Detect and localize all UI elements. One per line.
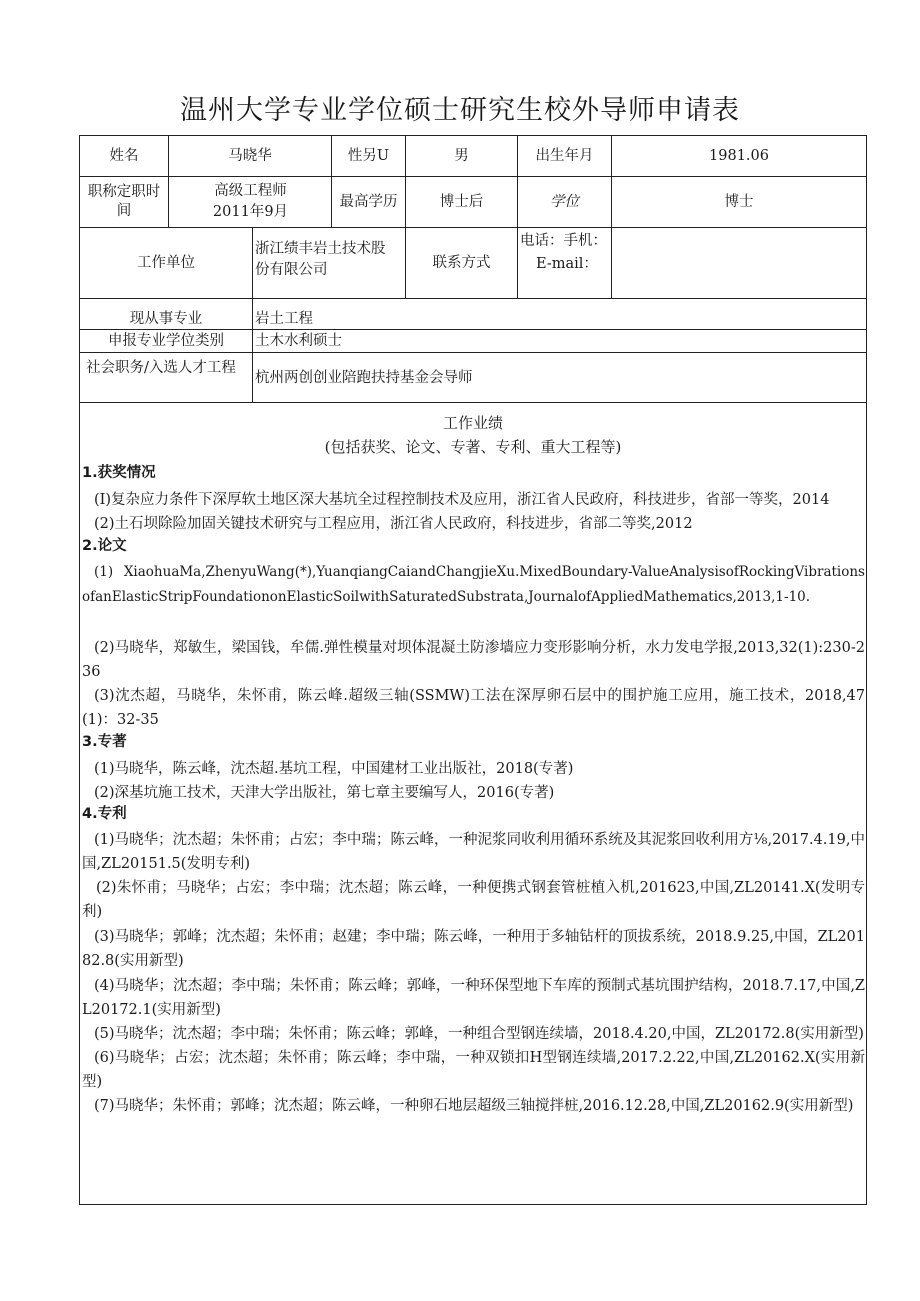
paper-item: (1) XiaohuaMa,ZhenyuWang(*),YuanqiangCaiandChangjieXu.MixedBoundary-ValueAnalysisofRockingVibrationsofanElasticStripFoundationonElasticSoilwithSaturatedSubstrata,JournalofAppliedMathematics,2013,1-10. [82,564,865,605]
achievements-section [80,402,866,1204]
form-title: 温州大学专业学位硕士研究生校外导师申请表 [180,95,740,126]
specialty-value: 岩土工程 [252,298,866,329]
award-item: (2)土石坝除险加固关键技术研究与工程应用，浙江省人民政府，科技进步，省部二等奖,2012 [94,516,693,532]
title-value-line1: 高级工程师 [214,183,287,199]
birth-label: 出生年月 [517,136,611,176]
paper-item: (3)沈杰超，马晓华，朱怀甫，陈云峰.超级三轴(SSMW)工法在深厚卵石层中的围护施工应用，施工技术，2018,47(1)：32-35 [82,688,865,728]
patent-item: (7)马晓华；朱怀甫；郭峰；沈杰超；陈云峰，一种卵石地层超级三轴搅拌桩,2016.12.28,中国,ZL20162.9(实用新型) [94,1098,854,1114]
specialty-label: 现从事专业 [80,298,252,329]
book-item: (2)深基坑施工技术，天津大学出版社，第七章主要编写人，2016(专著) [94,785,555,801]
award-item: (I)复杂应力条件下深厚软土地区深大基坑全过程控制技术及应用，浙江省人民政府，科技进步，省部一等奖，2014 [94,492,830,508]
work-unit-value: 浙江绩丰岩土技术股份有限公司 [252,227,405,298]
title-label: 职称定职时间 [80,176,168,227]
gender-value: 男 [405,136,517,176]
name-label: 姓名 [109,147,139,164]
papers-title: 2.论文 [82,538,127,554]
name-value: 马晓华 [168,136,331,176]
contact-value [611,227,866,298]
degree-value: 博士 [611,176,866,227]
social-role-value: 杭州两创创业陪跑扶持基金会导师 [252,352,866,402]
books-title: 3.专著 [82,734,127,750]
patent-item: (1)马晓华；沈杰超；朱怀甫；占宏；李中瑞；陈云峰，一种泥浆同收利用循环系统及其泥浆回收利用方⅛,2017.4.19,中国,ZL20151.5(发明专利) [82,832,865,872]
gender-label: 性另U [331,136,405,176]
degree-label: 学位 [517,176,611,227]
awards-title: 1.获奖情况 [82,465,156,481]
patents-title: 4.专利 [82,806,127,822]
patent-item: (3)马晓华；郭峰；沈杰超；朱怀甫；赵建；李中瑞；陈云峰，一种用于多轴钻杆的顶拔系统，2018.9.25,中国，ZL20182.8(实用新型) [82,929,865,969]
email-label: E-mail： [536,256,598,272]
patent-item: (2)朱怀甫；马晓华；占宏；李中瑞；沈杰超；陈云峰，一种便携式钢套管桩植入机,201623,中国,ZL20141.X(发明专利) [82,880,865,920]
application-form-table [79,135,867,1205]
paper-item: (2)马晓华，郑敏生，梁国钱，牟儒.弹性模量对坝体混凝土防渗墙应力变形影响分析，水力发电学报,2013,32(1):230-236 [82,640,865,680]
degree-category-label: 申报专业学位类别 [80,329,252,352]
patent-item: (4)马晓华；沈杰超；李中瑞；朱怀甫；陈云峰；郭峰，一种环保型地下车库的预制式基坑围护结构，2018.7.17,中国,ZL20172.1(实用新型) [82,978,865,1018]
contact-label: 联系方式 [405,227,517,298]
achievements-heading: 工作业绩 [442,414,503,432]
achievements-subheading: (包括获奖、论文、专著、专利、重大工程等) [324,438,622,456]
work-unit-label: 工作单位 [80,227,252,298]
birth-value: 1981.06 [611,136,866,176]
phone-label: 电话：手机： [520,233,607,249]
title-value-line2: 2011年9月 [212,204,289,220]
social-role-label: 社会职务/入选人才工程 [80,352,252,402]
title-value [168,176,331,227]
book-item: (1)马晓华，陈云峰，沈杰超.基坑工程，中国建材工业出版社，2018(专著) [94,761,574,777]
education-value: 博士后 [405,176,517,227]
patent-item: (6)马晓华；占宏；沈杰超；朱怀甫；陈云峰；李中瑞，一种双锁扣H型钢连续墙,2017.2.22,中国,ZL20162.X(实用新型) [82,1050,865,1090]
patent-item: (5)马晓华；沈杰超；李中瑞；朱怀甫；陈云峰；郭峰，一种组合型钢连续墙，2018.4.20,中国，ZL20172.8(实用新型) [94,1026,864,1042]
education-label: 最高学历 [331,176,405,227]
degree-category-value: 土木水利硕士 [252,329,866,352]
contact-info [517,227,611,298]
